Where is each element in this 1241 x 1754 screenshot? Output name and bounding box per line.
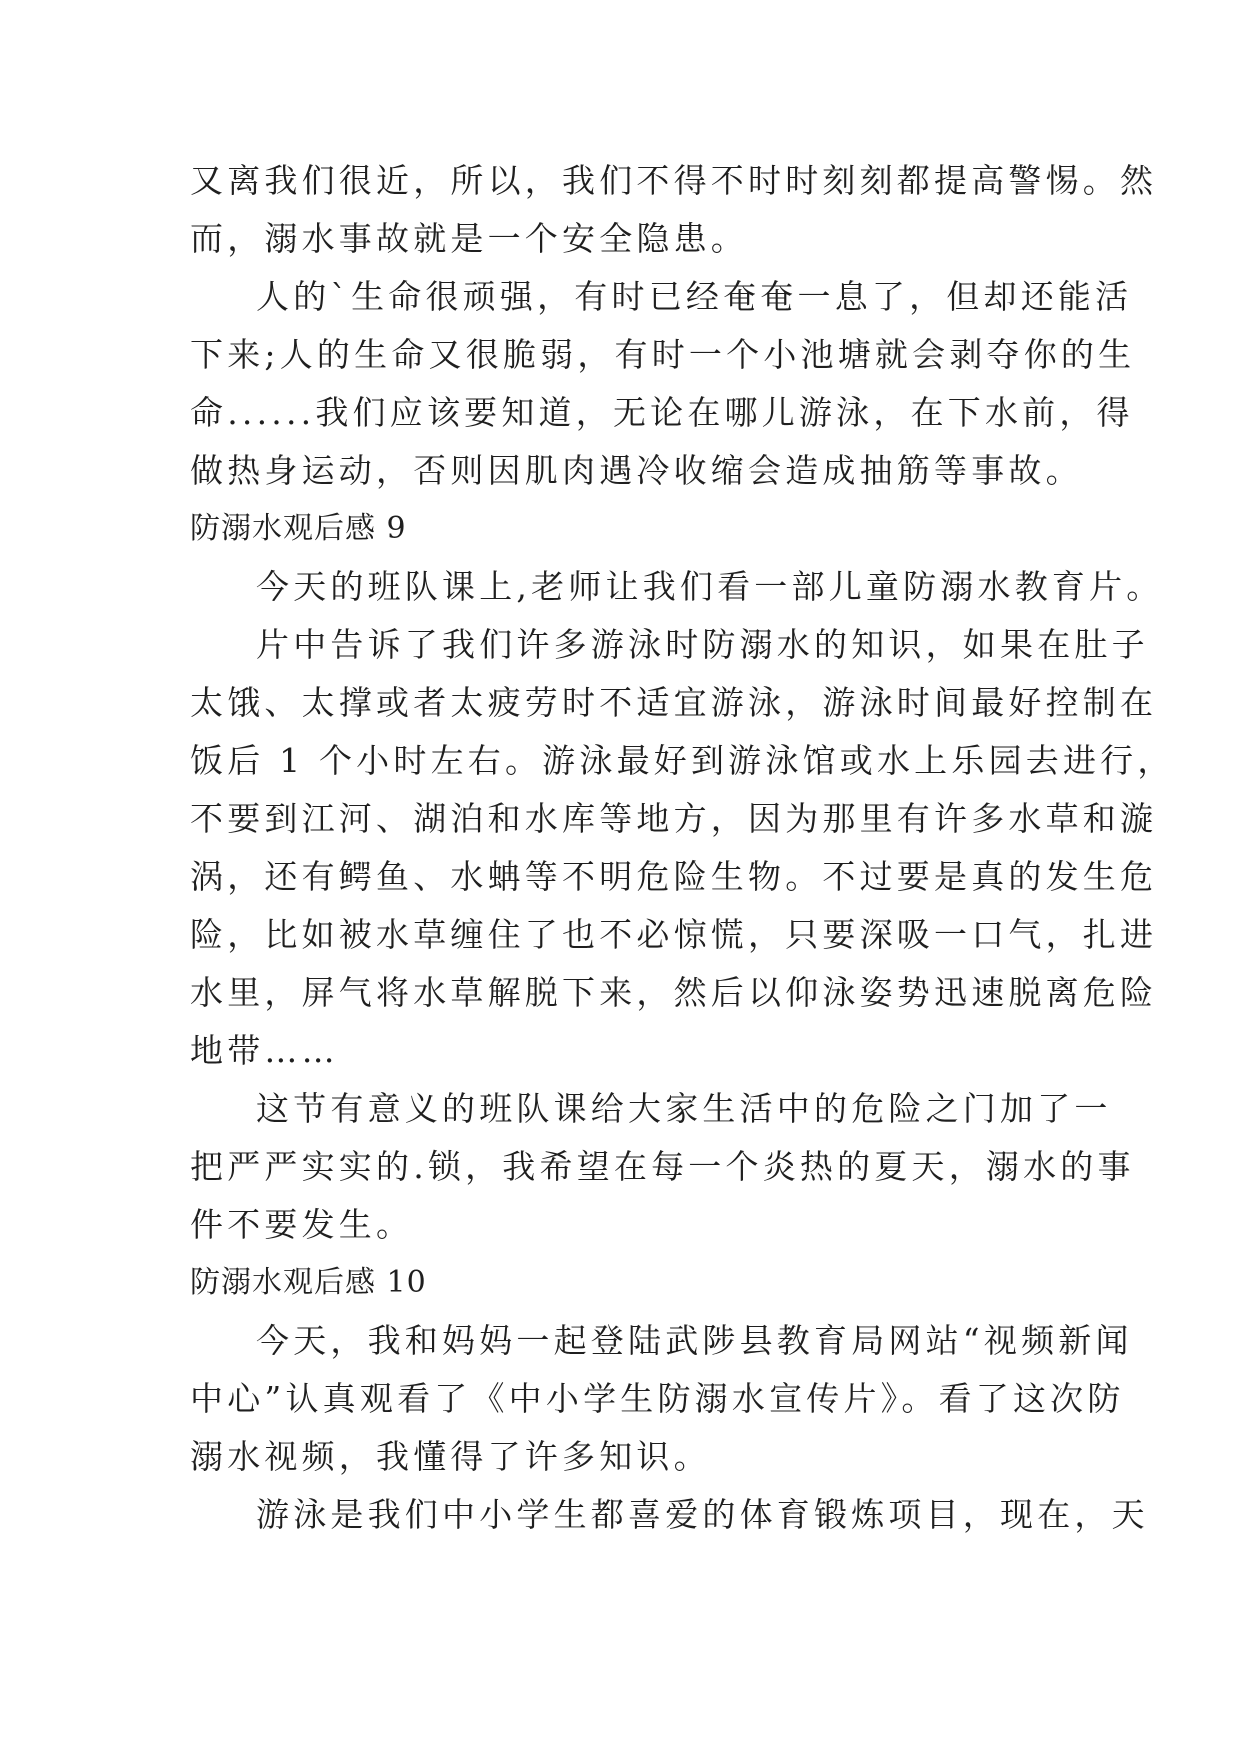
text-line: 这节有意义的班队课给大家生活中的危险之门加了一 [256,1089,1112,1128]
document-body [190,152,1175,1544]
text-line: 中心”认真观看了《中小学生防溺水宣传片》。看了这次防 [190,1379,1125,1418]
text-line: 溺水视频，我懂得了许多知识。 [190,1437,711,1476]
text-line: 今天的班队课上,老师让我们看一部儿童防溺水教育片。 [256,567,1164,606]
text-line: 险，比如被水草缠住了也不必惊慌，只要深吸一口气，扎进 [190,915,1158,954]
section-heading: 防溺水观后感 10 [190,1265,427,1300]
text-line: 做热身运动，否则因肌肉遇冷收缩会造成抽筋等事故。 [190,451,1083,490]
section-heading: 防溺水观后感 9 [190,511,407,546]
text-line: 把严严实实的.锁，我希望在每一个炎热的夏天，溺水的事 [190,1147,1135,1186]
text-line: 不要到江河、湖泊和水库等地方，因为那里有许多水草和漩 [190,799,1158,838]
text-line: 饭后 1 个小时左右。游泳最好到游泳馆或水上乐园去进行， [190,741,1175,780]
text-line: 水里，屏气将水草解脱下来，然后以仰泳姿势迅速脱离危险 [190,973,1158,1012]
text-line: 今天，我和妈妈一起登陆武陟县教育局网站“视频新闻 [256,1321,1133,1360]
text-line: 而，溺水事故就是一个安全隐患。 [190,219,748,258]
text-line: 又离我们很近，所以，我们不得不时时刻刻都提高警惕。然 [190,161,1158,200]
text-line: 人的`生命很顽强，有时已经奄奄一息了，但却还能活 [256,277,1133,316]
text-line: 游泳是我们中小学生都喜爱的体育锻炼项目，现在，天 [256,1495,1149,1534]
text-line: 片中告诉了我们许多游泳时防溺水的知识，如果在肚子 [256,625,1149,664]
text-line: 件不要发生。 [190,1205,414,1244]
text-line: 命......我们应该要知道，无论在哪儿游泳，在下水前，得 [190,393,1134,432]
text-line: 下来;人的生命又很脆弱，有时一个小池塘就会剥夺你的生 [190,335,1136,374]
text-line: 地带…… [190,1031,339,1070]
text-line: 涡，还有鳄鱼、水蚺等不明危险生物。不过要是真的发生危 [190,857,1158,896]
text-line: 太饿、太撑或者太疲劳时不适宜游泳，游泳时间最好控制在 [190,683,1158,722]
